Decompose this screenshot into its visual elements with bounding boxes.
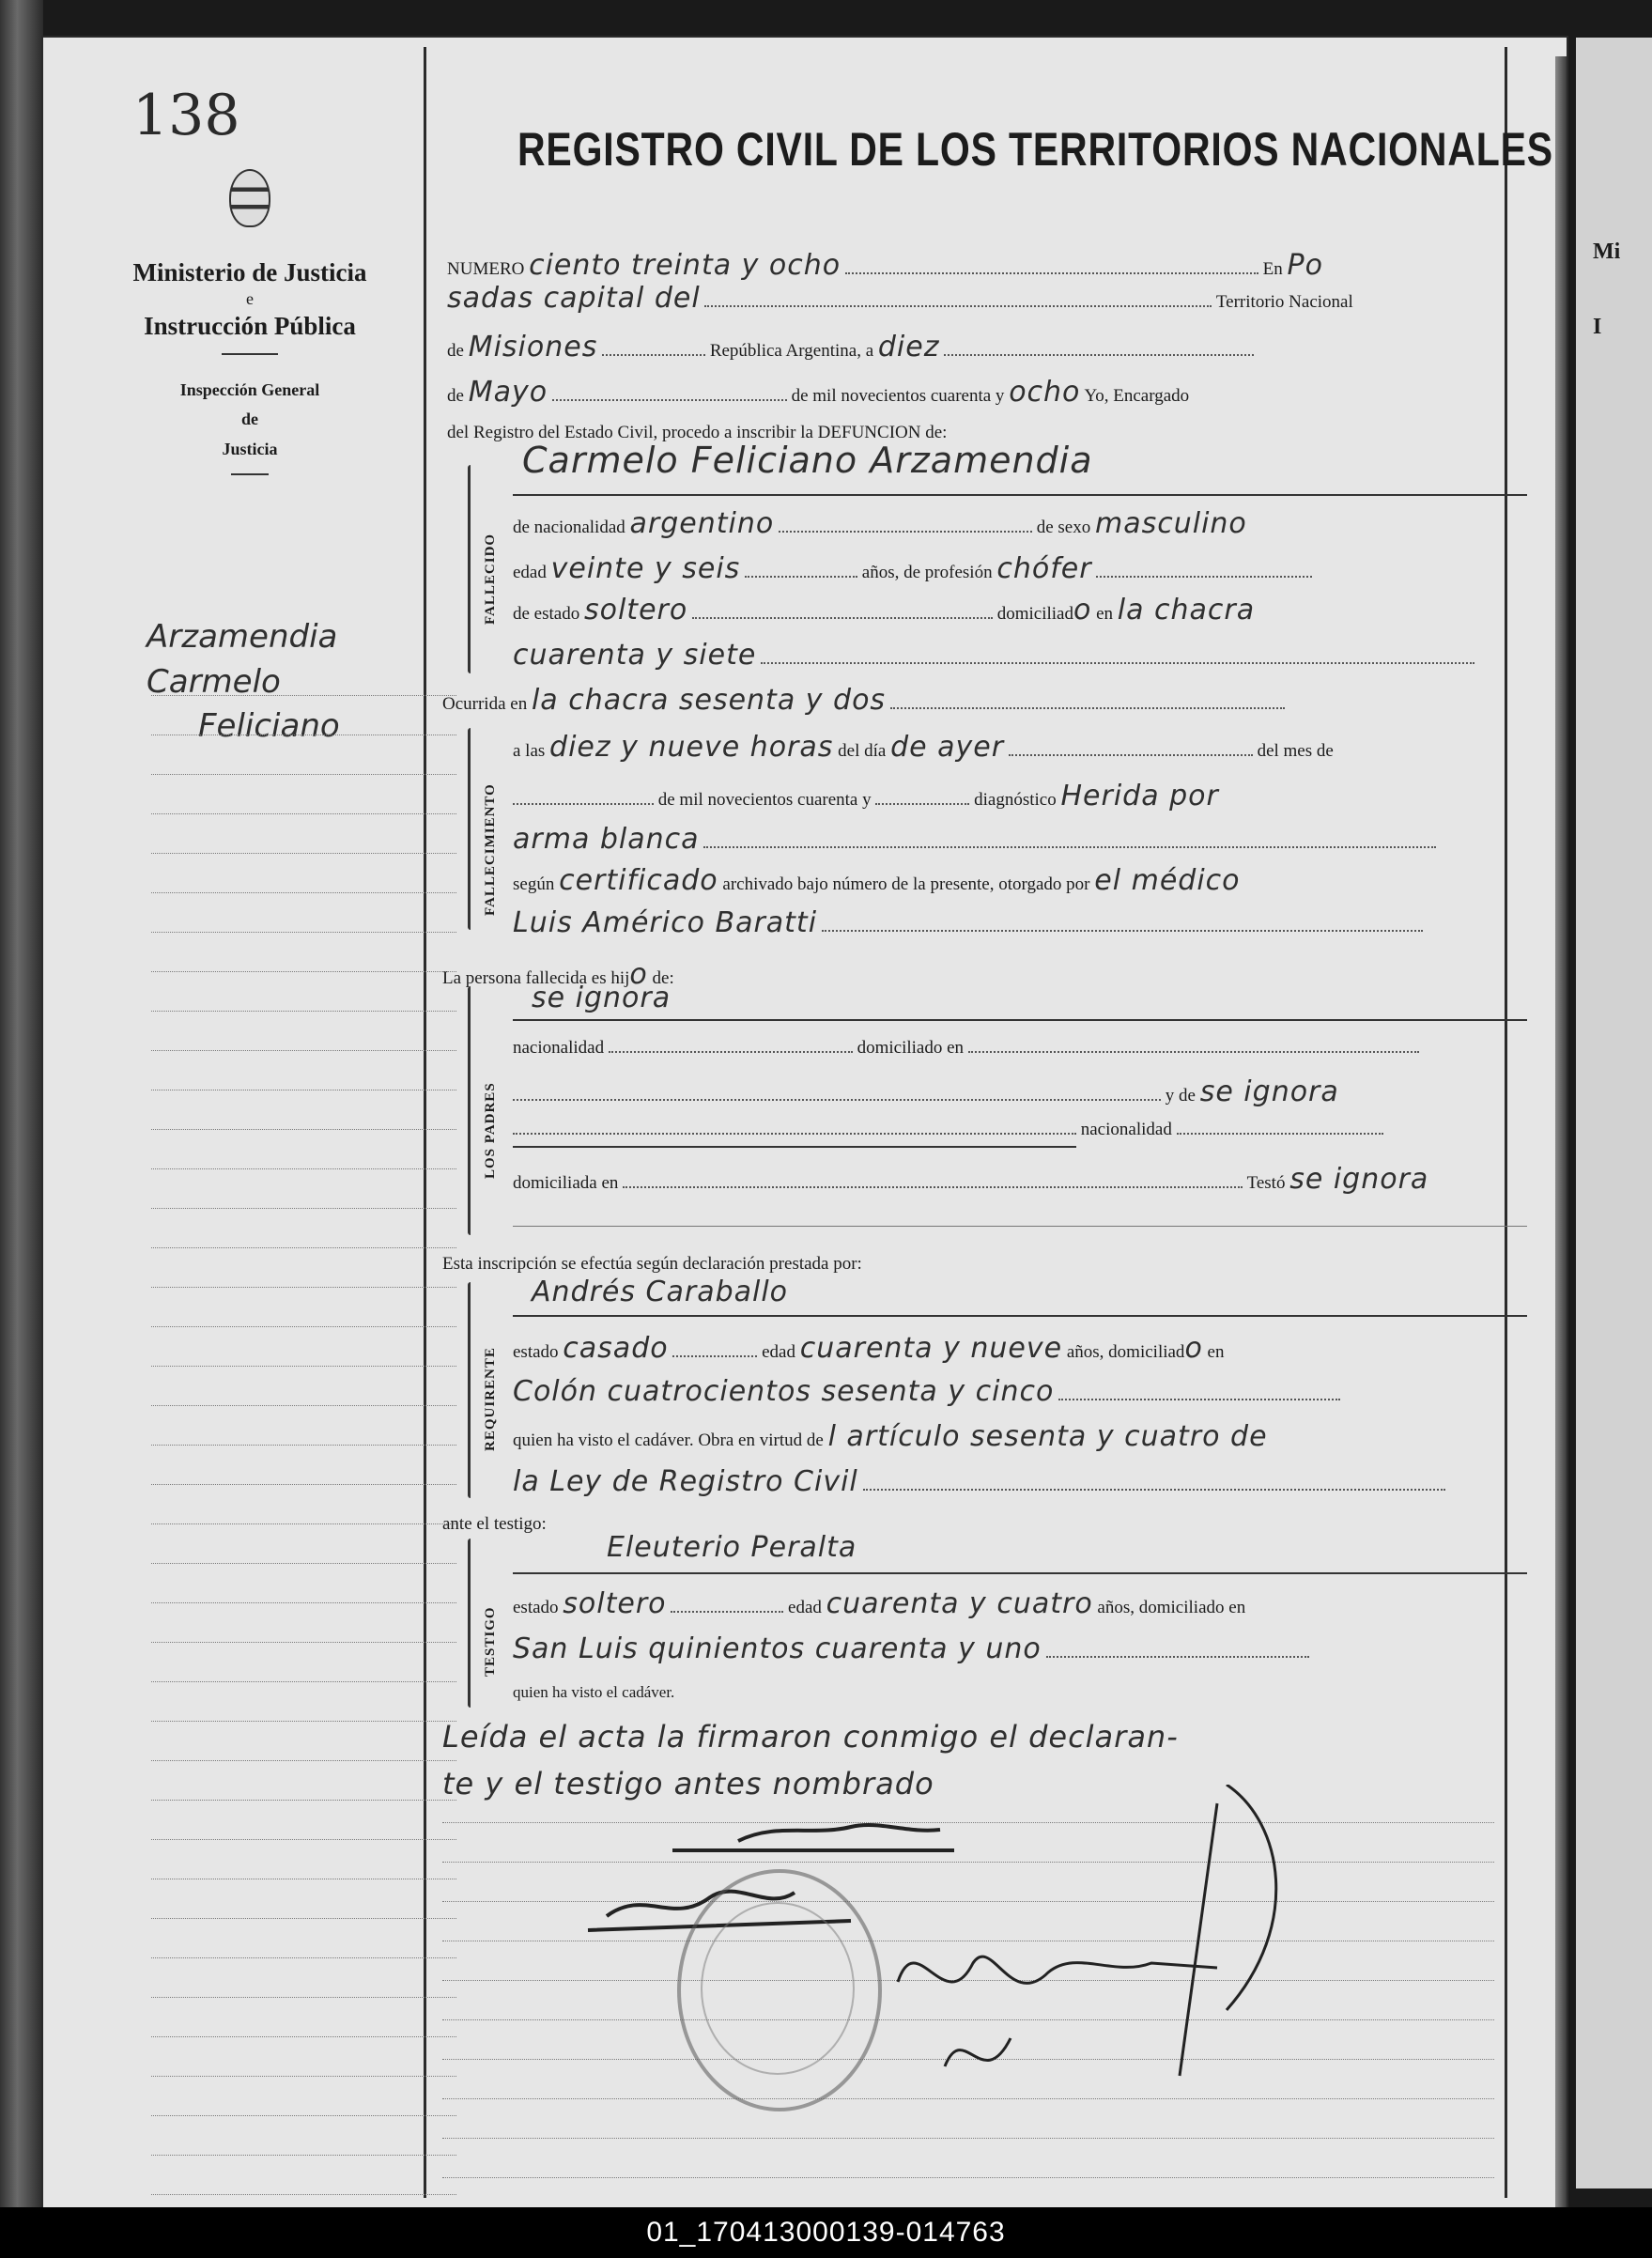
- requirente-bracket: [468, 1282, 471, 1498]
- dotted-line: [1058, 1398, 1340, 1400]
- dotted-line: [745, 575, 857, 578]
- encargado-label: Yo, Encargado: [1084, 386, 1190, 406]
- margin-ruled-line: [151, 971, 456, 972]
- margin-ruled-line: [151, 932, 456, 933]
- republica-label: República Argentina, a: [709, 341, 874, 361]
- domiciliado-label: domiciliad: [996, 604, 1073, 624]
- dotted-line: [671, 1610, 783, 1613]
- domicilio-label: años, domiciliad: [1066, 1342, 1185, 1362]
- ministry-line1: Ministerio de Justicia: [132, 258, 367, 286]
- nacionalidad-label: de nacionalidad: [513, 518, 625, 537]
- testigo-underline: [513, 1572, 1527, 1574]
- testigo-name: Eleuterio Peralta: [607, 1531, 857, 1564]
- cadaver-label: quien ha visto el cadáver. Obra en virtud de: [513, 1431, 824, 1450]
- dotted-line: [968, 1050, 1419, 1053]
- requirente-name: Andrés Caraballo: [532, 1276, 789, 1308]
- requirente-estado-row: [513, 1332, 1224, 1365]
- margin-ruled-line: [151, 1484, 456, 1485]
- divider: [231, 473, 269, 475]
- fallecido-section-label: FALLECIDO: [483, 533, 498, 625]
- diagnostico-row: [513, 780, 1219, 812]
- dotted-line: [513, 802, 654, 805]
- medico-value: Luis Américo Baratti: [513, 906, 818, 939]
- profesion-value: chófer: [996, 552, 1092, 585]
- margin-ruled-line: [151, 1011, 456, 1012]
- left-column-header: [81, 169, 419, 485]
- fallecimiento-section-label: FALLECIMIENTO: [483, 783, 498, 916]
- numero-label: NUMERO: [447, 259, 525, 279]
- padres-bracket: [468, 986, 471, 1235]
- year-label: de mil novecientos cuarenta y: [657, 790, 872, 810]
- margin-ruled-line: [151, 2155, 456, 2156]
- de2-label: de: [447, 386, 464, 406]
- edad-value: cuarenta y cuatro: [826, 1587, 1093, 1620]
- adjacent-page-fragment: I: [1593, 315, 1602, 339]
- margin-ruled-line: [151, 1405, 456, 1406]
- en-label: en: [1096, 604, 1114, 624]
- horas-prefix: a las: [513, 741, 546, 761]
- requirente-cadaver-row: [513, 1420, 1268, 1453]
- archivado-label: archivado bajo número de la presente, otorgado por: [722, 874, 1090, 894]
- margin-ruled-line: [151, 1523, 456, 1524]
- domicilio-label: años, domiciliado en: [1097, 1598, 1246, 1617]
- domiciliado-suffix: o: [1073, 594, 1092, 626]
- margin-ruled-line: [151, 2076, 456, 2077]
- padres-intro: La persona fallecida es hij: [442, 968, 630, 988]
- requirente-domicilio-row: [513, 1375, 1340, 1408]
- dotted-line: [779, 530, 1032, 533]
- sexo-value: masculino: [1094, 507, 1247, 540]
- dia-label: del día: [838, 741, 887, 761]
- margin-note-line: Arzamendia: [147, 618, 338, 656]
- inspection-line2: de: [241, 410, 258, 429]
- inspection-line3: Justicia: [222, 439, 278, 458]
- testigo-section-label: TESTIGO: [483, 1606, 498, 1677]
- estado-value: soltero: [563, 1587, 667, 1620]
- territorio-label: Territorio Nacional: [1215, 292, 1353, 312]
- dotted-line: [845, 271, 1258, 274]
- margin-ruled-line: [151, 813, 456, 814]
- inspection-line1: Inspección General: [179, 379, 320, 399]
- diagnostico-value: Herida por: [1060, 780, 1219, 812]
- signature-stroke: [1227, 1785, 1276, 2010]
- en-label: En: [1262, 259, 1283, 279]
- estado-label: estado: [513, 1342, 559, 1362]
- domicilio-value2: cuarenta y siete: [513, 639, 757, 672]
- domicilio-row: [513, 639, 1474, 672]
- numero-value: ciento treinta y ocho: [529, 249, 841, 282]
- ocurrida-label: Ocurrida en: [442, 694, 528, 714]
- margin-ruled-line: [151, 1168, 456, 1169]
- dotted-line: [944, 353, 1254, 356]
- domiciliada-label: domiciliada en: [513, 1173, 619, 1193]
- requirente-section-label: REQUIRENTE: [483, 1347, 498, 1451]
- margin-ruled-line: [151, 695, 456, 696]
- mother-name: se ignora: [1199, 1075, 1339, 1108]
- margin-ruled-line: [151, 1957, 456, 1958]
- margin-ruled-line: [151, 1918, 456, 1919]
- margin-ruled-line: [151, 1445, 456, 1446]
- margin-ruled-line: [151, 1997, 456, 1998]
- estado-value: soltero: [583, 594, 688, 626]
- month-row: [447, 376, 1189, 409]
- diagnostico-label: diagnóstico: [974, 790, 1057, 810]
- dia-value: de ayer: [890, 731, 1005, 764]
- margin-ruled-line: [151, 1563, 456, 1564]
- place-row: [447, 282, 1353, 315]
- segun-label: según: [513, 874, 555, 894]
- dotted-line: [761, 661, 1474, 664]
- dotted-line: [692, 616, 993, 619]
- dotted-line: [552, 398, 787, 401]
- official-seal-inner-ring: [701, 1902, 855, 2075]
- margin-ruled-line: [151, 892, 456, 893]
- margin-ruled-line: [151, 2115, 456, 2116]
- yde-label: y de: [1165, 1086, 1196, 1106]
- numero-row: [447, 249, 1323, 282]
- margin-ruled-line: [151, 1366, 456, 1367]
- republica-row: [447, 331, 1254, 363]
- dotted-line: [513, 1098, 1161, 1101]
- mother-nacionalidad-row: [513, 1120, 1383, 1140]
- adjacent-page: [1576, 38, 1652, 2188]
- fallecimiento-bracket: [468, 728, 471, 930]
- signature-stroke: [672, 1825, 954, 1850]
- intro-row: del Registro del Estado Civil, procedo a inscribir la DEFUNCION de:: [447, 423, 948, 442]
- year-label: de mil novecientos cuarenta y: [791, 386, 1005, 406]
- dotted-line: [704, 304, 1212, 307]
- margin-ruled-line: [151, 1681, 456, 1682]
- dotted-line: [623, 1185, 1243, 1188]
- margin-ruled-line: [151, 853, 456, 854]
- margin-note-line: Carmelo: [147, 662, 281, 701]
- father-name: se ignora: [532, 982, 672, 1014]
- padres-intro-suffix: o: [629, 958, 648, 991]
- closing-line1: Leída el acta la firmaron conmigo el declaran-: [442, 1719, 1179, 1755]
- dotted-line: [1177, 1132, 1383, 1135]
- place-value: sadas capital del: [447, 282, 701, 315]
- coat-of-arms-icon: [229, 169, 270, 227]
- estado-value: casado: [563, 1332, 669, 1365]
- nacionalidad-label: nacionalidad: [513, 1038, 605, 1058]
- inspection-block: [81, 376, 419, 465]
- horas-value: diez y nueve horas: [549, 731, 834, 764]
- dotted-line: [602, 353, 705, 356]
- domicilio-value: Colón cuatrocientos sesenta y cinco: [513, 1375, 1055, 1408]
- adjacent-page-fragment: Mi: [1593, 240, 1621, 264]
- dotted-line: [822, 929, 1423, 932]
- edad-row: [513, 552, 1312, 585]
- medico-row: [513, 906, 1423, 939]
- mother-row: [513, 1075, 1339, 1108]
- edad-value: cuarenta y nueve: [799, 1332, 1063, 1365]
- father-nacionalidad-row: [513, 1038, 1419, 1059]
- profesion-label: años, de profesión: [861, 563, 993, 582]
- testigo-estado-row: [513, 1587, 1245, 1620]
- margin-ruled-line: [151, 1050, 456, 1051]
- padres-intro-end: de:: [652, 968, 674, 988]
- dotted-line: [609, 1050, 853, 1053]
- dotted-line: [1046, 1655, 1309, 1658]
- padres-bottom-line: [513, 1226, 1527, 1227]
- margin-ruled-line: [151, 1721, 456, 1722]
- body-ruled-line: [442, 2177, 1494, 2178]
- domicilio-value: la chacra: [1117, 594, 1256, 626]
- mother-underline: [513, 1146, 1076, 1148]
- otorgado-value: el médico: [1094, 864, 1241, 897]
- father-underline: [513, 1019, 1527, 1021]
- margin-ruled-line: [151, 1602, 456, 1603]
- margin-ruled-line: [151, 1760, 456, 1761]
- margin-ruled-line: [151, 1129, 456, 1130]
- year-value: ocho: [1009, 376, 1081, 409]
- margin-ruled-line: [151, 1642, 456, 1643]
- testo-value: se ignora: [1289, 1163, 1429, 1196]
- padres-section-label: LOS PADRES: [483, 1082, 498, 1179]
- margin-ruled-line: [151, 1287, 456, 1288]
- dotted-line: [890, 706, 1285, 709]
- dotted-line: [513, 1132, 1076, 1135]
- domicilio-value: San Luis quinientos cuarenta y uno: [513, 1632, 1042, 1665]
- signature-stroke: [898, 1956, 1217, 2066]
- edad-label: edad: [788, 1598, 822, 1617]
- en-value: Po: [1287, 249, 1323, 282]
- horas-row: [513, 731, 1334, 764]
- ocurrida-row: [442, 684, 1285, 717]
- left-column-divider: [424, 47, 426, 2198]
- margin-ruled-line: [151, 1247, 456, 1248]
- name-underline: [513, 494, 1527, 496]
- margin-ruled-line: [151, 1800, 456, 1801]
- requirente-underline: [513, 1315, 1527, 1317]
- mes-label: del mes de: [1257, 741, 1334, 761]
- estado-row: [513, 594, 1255, 626]
- nacionalidad-row: [513, 507, 1247, 540]
- testigo-domicilio-row: [513, 1632, 1309, 1665]
- ministry-line2: e: [246, 289, 254, 309]
- dotted-line: [1096, 575, 1312, 578]
- closing-line2: te y el testigo antes nombrado: [442, 1766, 934, 1802]
- ocurrida-value: la chacra sesenta y dos: [531, 684, 887, 717]
- testigo-intro: ante el testigo:: [442, 1514, 547, 1534]
- ministry-line3: Instrucción Pública: [144, 312, 356, 341]
- fallecido-bracket: [468, 465, 471, 673]
- nacionalidad2-label: nacionalidad: [1080, 1120, 1172, 1139]
- margin-note-line: Feliciano: [198, 707, 340, 746]
- diagnostico-value2: arma blanca: [513, 823, 700, 856]
- day-value: diez: [877, 331, 940, 363]
- segun-value: certificado: [559, 864, 718, 897]
- margin-ruled-line: [151, 1208, 456, 1209]
- page-title: REGISTRO CIVIL DE LOS TERRITORIOS NACIONALES: [517, 123, 1553, 176]
- estado-label: estado: [513, 1598, 559, 1617]
- sexo-label: de sexo: [1036, 518, 1091, 537]
- edad-label: edad: [513, 563, 547, 582]
- virtud-value: l artículo sesenta y cuatro de: [827, 1420, 1268, 1453]
- dotted-line: [863, 1488, 1445, 1491]
- register-page: [43, 38, 1567, 2207]
- requirente-intro: Esta inscripción se efectúa según declaración prestada por:: [442, 1254, 862, 1274]
- dotted-line: [1009, 753, 1253, 756]
- signature-stroke: [1180, 1803, 1217, 2076]
- deceased-name: Carmelo Feliciano Arzamendia: [522, 440, 1093, 481]
- estado-label: de estado: [513, 604, 580, 624]
- page-gutter: [1555, 56, 1567, 2207]
- diagnostico-row2: [513, 823, 1436, 856]
- page-number: 138: [132, 83, 240, 148]
- testo-label: Testó: [1246, 1173, 1286, 1193]
- nacionalidad-value: argentino: [629, 507, 775, 540]
- edad-value: veinte y seis: [550, 552, 741, 585]
- requirente-virtud-row: [513, 1465, 1445, 1498]
- dotted-line: [875, 802, 969, 805]
- right-margin-divider: [1505, 47, 1507, 2198]
- file-id-caption: 01_170413000139-014763: [0, 2207, 1652, 2258]
- domiciliado-label: domiciliado en: [857, 1038, 965, 1058]
- margin-ruled-line: [151, 2036, 456, 2037]
- divider: [222, 353, 278, 355]
- book-spine-edge: [0, 0, 43, 2258]
- territorio-value: Misiones: [468, 331, 598, 363]
- margin-ruled-line: [151, 1839, 456, 1840]
- month-value: Mayo: [468, 376, 548, 409]
- margin-note: [147, 615, 340, 750]
- domicilio-suffix: o: [1184, 1332, 1203, 1365]
- testigo-cadaver: quien ha visto el cadáver.: [513, 1683, 675, 1701]
- dotted-line: [703, 845, 1436, 848]
- virtud-value2: la Ley de Registro Civil: [513, 1465, 858, 1498]
- margin-ruled-line: [151, 774, 456, 775]
- en-label: en: [1207, 1342, 1225, 1362]
- dotted-line: [672, 1354, 757, 1357]
- mother-domicilio-row: [513, 1163, 1428, 1196]
- testigo-bracket: [468, 1539, 471, 1708]
- margin-ruled-line: [151, 2194, 456, 2195]
- edad-label: edad: [762, 1342, 795, 1362]
- margin-ruled-line: [151, 1326, 456, 1327]
- segun-row: [513, 864, 1241, 897]
- de-label: de: [447, 341, 464, 361]
